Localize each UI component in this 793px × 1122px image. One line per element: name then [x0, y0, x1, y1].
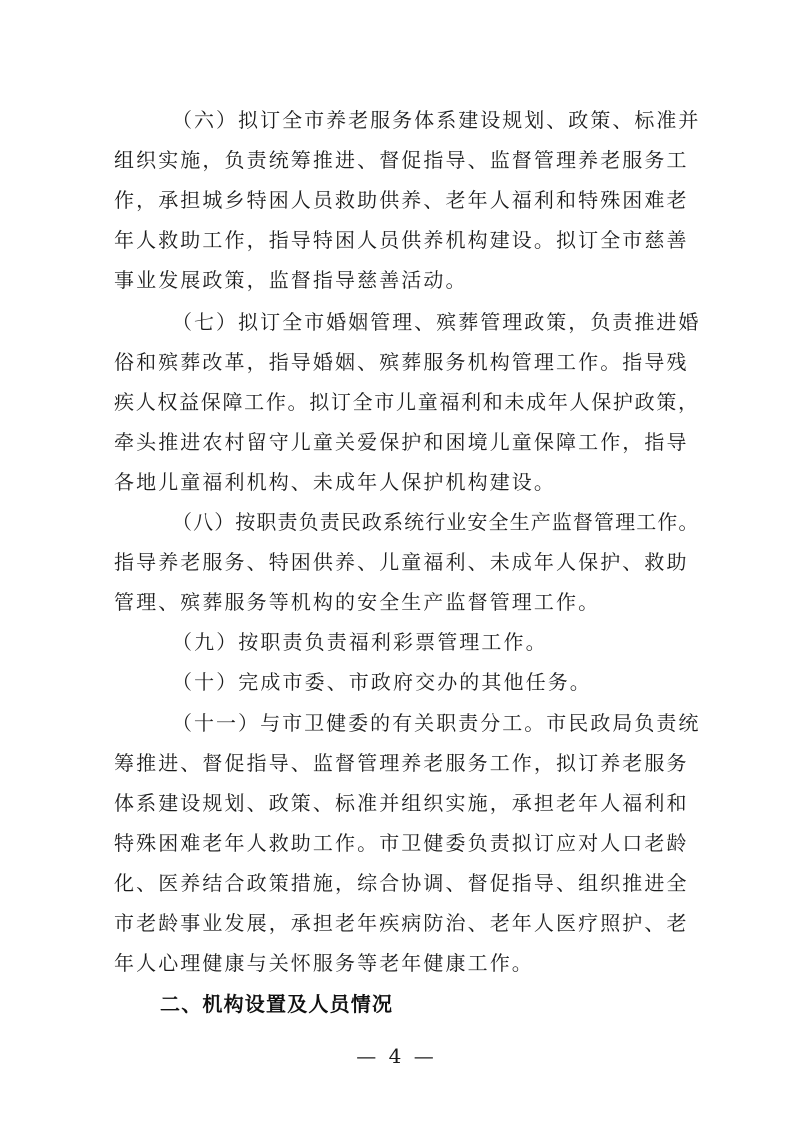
paragraph-line: 指导养老服务、特困供养、儿童福利、未成年人保护、救助: [114, 550, 689, 574]
paragraph-line: 筹推进、督促指导、监督管理养老服务工作，拟订养老服务: [114, 751, 689, 775]
page-number: — 4 —: [356, 1044, 437, 1068]
paragraph-line: 作，承担城乡特困人员救助供养、老年人福利和特殊困难老: [114, 188, 689, 212]
paragraph-line: 组织实施，负责统筹推进、督促指导、监督管理养老服务工: [114, 148, 689, 172]
paragraph-line: 管理、殡葬服务等机构的安全生产监督管理工作。: [114, 590, 601, 614]
paragraph-line: 俗和殡葬改革，指导婚姻、殡葬服务机构管理工作。指导残: [114, 350, 689, 374]
paragraph-line: （十）完成市委、市政府交办的其他任务。: [172, 670, 592, 694]
paragraph-line: 疾人权益保障工作。拟订全市儿童福利和未成年人保护政策，: [114, 390, 700, 414]
paragraph-line: （七）拟订全市婚姻管理、殡葬管理政策，负责推进婚: [172, 310, 701, 334]
paragraph-line: 年人救助工作，指导特困人员供养机构建设。拟订全市慈善: [114, 228, 689, 252]
paragraph-line: 事业发展政策，监督指导慈善活动。: [114, 268, 468, 292]
paragraph-line: 各地儿童福利机构、未成年人保护机构建设。: [114, 470, 556, 494]
paragraph-line: （十一）与市卫健委的有关职责分工。市民政局负责统: [172, 711, 701, 735]
section-heading: 二、机构设置及人员情况: [160, 992, 394, 1016]
paragraph-line: 市老龄事业发展，承担老年疾病防治、老年人医疗照护、老: [114, 911, 689, 935]
paragraph-line: （九）按职责负责福利彩票管理工作。: [172, 630, 548, 654]
paragraph-line: 化、医养结合政策措施，综合协调、督促指导、组织推进全: [114, 871, 689, 895]
paragraph-line: 特殊困难老年人救助工作。市卫健委负责拟订应对人口老龄: [114, 831, 689, 855]
paragraph-line: （八）按职责负责民政系统行业安全生产监督管理工作。: [172, 510, 700, 534]
paragraph-line: 年人心理健康与关怀服务等老年健康工作。: [114, 951, 534, 975]
paragraph-line: （六）拟订全市养老服务体系建设规划、政策、标准并: [172, 108, 701, 132]
paragraph-line: 牵头推进农村留守儿童关爱保护和困境儿童保障工作，指导: [114, 430, 689, 454]
paragraph-line: 体系建设规划、政策、标准并组织实施，承担老年人福利和: [114, 791, 689, 815]
